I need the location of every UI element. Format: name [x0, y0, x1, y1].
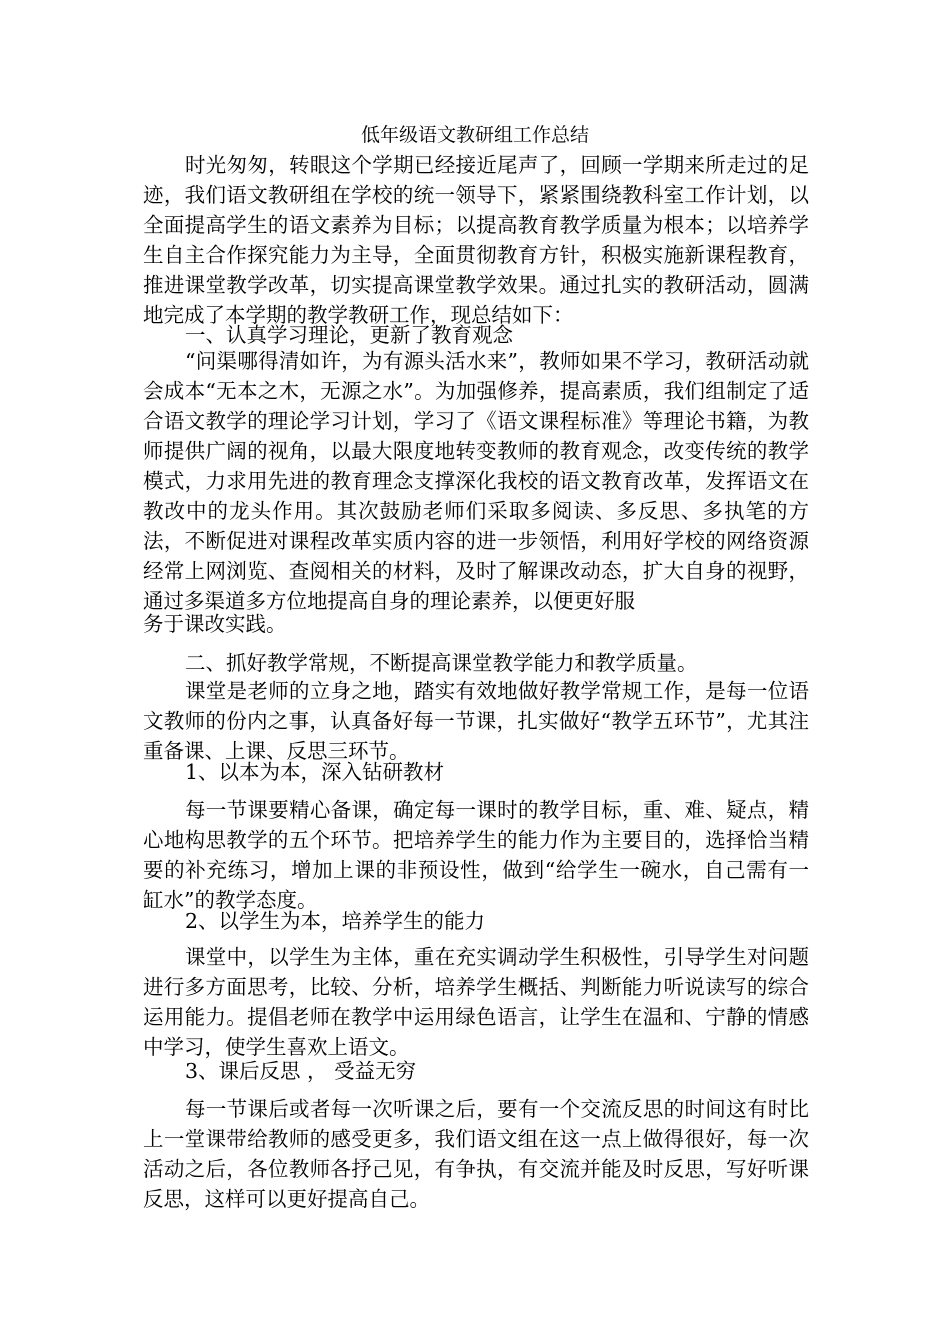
section-2-heading: 二、抓好教学常规，不断提高课堂教学能力和教学质量。: [185, 651, 698, 675]
subsection-1-paragraph: 每一节课要精心备课，确定每一课时的教学目标，重、难、疑点，精心地构思教学的五个环节。把培养学生的能力作为主要目的，选择恰当精要的补充练习，增加上课的非预设性，做到“给学生一碗水，自己需有一缸水”的教学态度。: [143, 798, 809, 912]
section-1-paragraph: “问渠哪得清如许，为有源头活水来”，教师如果不学习，教研活动就会成本“无本之木，无源之水”。为加强修养，提高素质，我们组制定了适合语文教学的理论学习计划，学习了《语文课程标准》等理论书籍，为教师提供广阔的视角，以最大限度地转变教师的教育观念，改变传统的教学模式，力求用先进的教育理念支撑深化我校的语文教育改革，发挥语文在教改中的龙头作用。其次鼓励老师们采取多阅读、多反思、多执笔的方法，不断促进对课程改革实质内容的进一步领悟，利用好学校的网络资源经常上网浏览、查阅相关的材料，及时了解课改动态，扩大自身的视野，通过多渠道多方位地提高自身的理论素养，以便更好服: [143, 349, 809, 613]
section-1-paragraph-tail: 务于课改实践。: [143, 612, 287, 636]
document-title: 低年级语文教研组工作总结: [360, 124, 589, 146]
section-1-heading: 一、认真学习理论，更新了教育观念: [185, 323, 513, 347]
section-2-paragraph: 课堂是老师的立身之地，踏实有效地做好教学常规工作，是每一位语文教师的份内之事，认真备好每一节课，扎实做好“教学五环节”，尤其注重备课、上课、反思三环节。: [143, 679, 809, 763]
subsection-2-paragraph: 课堂中，以学生为主体，重在充实调动学生积极性，引导学生对问题进行多方面思考，比较、分析，培养学生概括、判断能力听说读写的综合运用能力。提倡老师在教学中运用绿色语言，让学生在温和、宁静的情感中学习，使学生喜欢上语文。: [143, 945, 809, 1059]
subsection-3-heading: 3、课后反思 ， 受益无穷: [185, 1059, 417, 1083]
subsection-2-heading: 2、以学生为本，培养学生的能力: [185, 909, 486, 933]
subsection-3-paragraph: 每一节课后或者每一次听课之后，要有一个交流反思的时间这有时比上一堂课带给教师的感受更多，我们语文组在这一点上做得很好，每一次活动之后，各位教师各抒己见，有争执，有交流并能及时反思，写好听课反思，这样可以更好提高自己。: [143, 1097, 809, 1211]
subsection-1-heading: 1、以本为本，深入钻研教材: [185, 760, 445, 784]
intro-paragraph: 时光匆匆，转眼这个学期已经接近尾声了，回顾一学期来所走过的足迹，我们语文教研组在学校的统一领导下，紧紧围绕教科室工作计划，以全面提高学生的语文素养为目标；以提高教育教学质量为根本；以培养学生自主合作探究能力为主导，全面贯彻教育方针，积极实施新课程教育，推进课堂教学改革，切实提高课堂教学效果。通过扎实的教研活动，圆满地完成了本学期的教学教研工作，现总结如下：: [143, 153, 809, 327]
